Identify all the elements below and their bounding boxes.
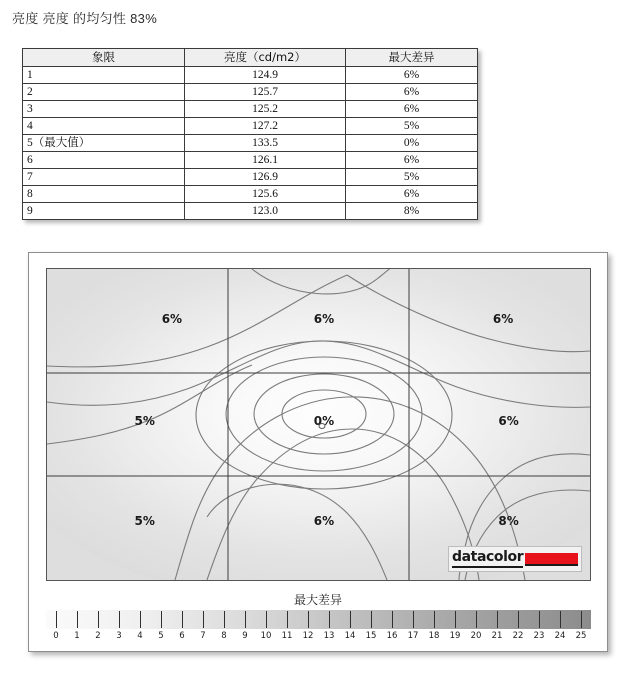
- quadrant-label: 5%: [134, 414, 155, 429]
- legend-tick-label: 19: [449, 631, 461, 641]
- legend-tick-mark: [539, 611, 540, 628]
- legend-tick-mark: [476, 611, 477, 628]
- legend-tick-mark: [182, 611, 183, 628]
- legend-tick-mark: [371, 611, 372, 628]
- legend-tick-label: 1: [74, 631, 80, 641]
- cell-deviation: 5%: [346, 169, 478, 186]
- legend-tick-label: 9: [242, 631, 248, 641]
- cell-quadrant: 8: [23, 186, 185, 203]
- cell-luminance: 126.9: [185, 169, 346, 186]
- cell-deviation: 6%: [346, 186, 478, 203]
- legend-tick-label: 5: [158, 631, 164, 641]
- cell-quadrant: 6: [23, 152, 185, 169]
- cell-luminance: 125.6: [185, 186, 346, 203]
- legend-tick-mark: [560, 611, 561, 628]
- column-header-deviation: 最大差异: [346, 49, 478, 67]
- cell-luminance: 125.7: [185, 84, 346, 101]
- cell-luminance: 123.0: [185, 203, 346, 220]
- cell-luminance: 127.2: [185, 118, 346, 135]
- quadrant-label: 5%: [134, 513, 155, 528]
- legend-tick-label: 4: [137, 631, 143, 641]
- cell-quadrant: 7: [23, 169, 185, 186]
- legend-tick-mark: [455, 611, 456, 628]
- uniformity-map-panel: [28, 252, 608, 652]
- column-header-luminance: 亮度（cd/m2）: [185, 49, 346, 67]
- quadrant-label: 6%: [492, 311, 514, 326]
- cell-quadrant: 5（最大值）: [23, 135, 185, 152]
- legend-tick-label: 2: [95, 631, 101, 641]
- legend-tick-label: 17: [407, 631, 419, 641]
- quadrant-label: 8%: [498, 513, 519, 528]
- legend-tick-label: 8: [221, 631, 227, 641]
- legend-tick-label: 25: [575, 631, 587, 641]
- table-row: [23, 203, 478, 220]
- legend-tick-mark: [245, 611, 246, 628]
- legend-tick-mark: [329, 611, 330, 628]
- cell-luminance: 133.5: [185, 135, 346, 152]
- legend-tick-mark: [203, 611, 204, 628]
- quadrant-label: 6%: [161, 311, 183, 326]
- quadrant-label: 6%: [313, 311, 335, 326]
- cell-deviation: 6%: [346, 101, 478, 118]
- cell-deviation: 5%: [346, 118, 478, 135]
- legend-gradient: [46, 610, 591, 629]
- page-title: 亮度 亮度 的均匀性 83%: [12, 11, 158, 26]
- cell-quadrant: 9: [23, 203, 185, 220]
- legend-colorbar: [46, 610, 591, 641]
- cell-deviation: 0%: [346, 135, 478, 152]
- legend-tick-mark: [119, 611, 120, 628]
- cell-deviation: 6%: [346, 152, 478, 169]
- legend-tick-label: 24: [554, 631, 566, 641]
- legend-tick-mark: [581, 611, 582, 628]
- legend-tick-label: 21: [491, 631, 503, 641]
- cell-deviation: 8%: [346, 203, 478, 220]
- legend-tick-label: 12: [302, 631, 314, 641]
- legend-tick-label: 23: [533, 631, 545, 641]
- legend-tick-label: 10: [260, 631, 272, 641]
- cell-quadrant: 2: [23, 84, 185, 101]
- table-body: [23, 67, 478, 220]
- datacolor-logo-text: datacolor: [452, 550, 523, 568]
- table-row: [23, 101, 478, 118]
- cell-deviation: 6%: [346, 84, 478, 101]
- legend-tick-label: 22: [512, 631, 524, 641]
- legend-tick-mark: [392, 611, 393, 628]
- table-row: [23, 152, 478, 169]
- cell-luminance: 124.9: [185, 67, 346, 84]
- legend-tick-mark: [98, 611, 99, 628]
- cell-luminance: 125.2: [185, 101, 346, 118]
- cell-deviation: 6%: [346, 67, 478, 84]
- table-row: [23, 169, 478, 186]
- legend-tick-label: 20: [470, 631, 482, 641]
- legend-tick-mark: [413, 611, 414, 628]
- legend-tick-mark: [266, 611, 267, 628]
- datacolor-logo-bar: [525, 553, 578, 566]
- legend-tick-mark: [497, 611, 498, 628]
- legend-tick-mark: [140, 611, 141, 628]
- legend-tick-mark: [518, 611, 519, 628]
- legend-tick-label: 13: [323, 631, 335, 641]
- table-row: [23, 186, 478, 203]
- quadrant-label: 6%: [313, 513, 335, 528]
- legend-tick-label: 16: [386, 631, 398, 641]
- legend-tick-label: 0: [53, 631, 59, 641]
- legend-tick-label: 15: [365, 631, 377, 641]
- legend-tick-mark: [224, 611, 225, 628]
- uniformity-table: [22, 48, 478, 220]
- legend-tick-label: 6: [179, 631, 185, 641]
- legend-tick-label: 7: [200, 631, 206, 641]
- table-row: [23, 67, 478, 84]
- legend-tick-mark: [434, 611, 435, 628]
- uniformity-table-container: [22, 48, 478, 220]
- table-header-row: [23, 49, 478, 67]
- column-header-quadrant: 象限: [23, 49, 185, 67]
- legend-tick-mark: [308, 611, 309, 628]
- cell-quadrant: 3: [23, 101, 185, 118]
- table-row: [23, 118, 478, 135]
- legend-tick-label: 3: [116, 631, 122, 641]
- table-row: [23, 135, 478, 152]
- datacolor-logo: [448, 546, 582, 572]
- legend-tick-label: 14: [344, 631, 356, 641]
- quadrant-label: 6%: [498, 414, 519, 429]
- legend-tick-mark: [161, 611, 162, 628]
- legend-tick-mark: [56, 611, 57, 628]
- quadrant-label: 0%: [313, 414, 335, 429]
- cell-luminance: 126.1: [185, 152, 346, 169]
- cell-quadrant: 1: [23, 67, 185, 84]
- luminance-contour-map: [46, 268, 591, 581]
- legend-tick-label: 18: [428, 631, 440, 641]
- legend-tick-mark: [287, 611, 288, 628]
- legend-title: 最大差异: [293, 593, 342, 607]
- legend-tick-mark: [350, 611, 351, 628]
- legend-tick-label: 11: [281, 631, 293, 641]
- table-row: [23, 84, 478, 101]
- cell-quadrant: 4: [23, 118, 185, 135]
- center-marker-icon: [318, 423, 325, 429]
- legend-tick-mark: [77, 611, 78, 628]
